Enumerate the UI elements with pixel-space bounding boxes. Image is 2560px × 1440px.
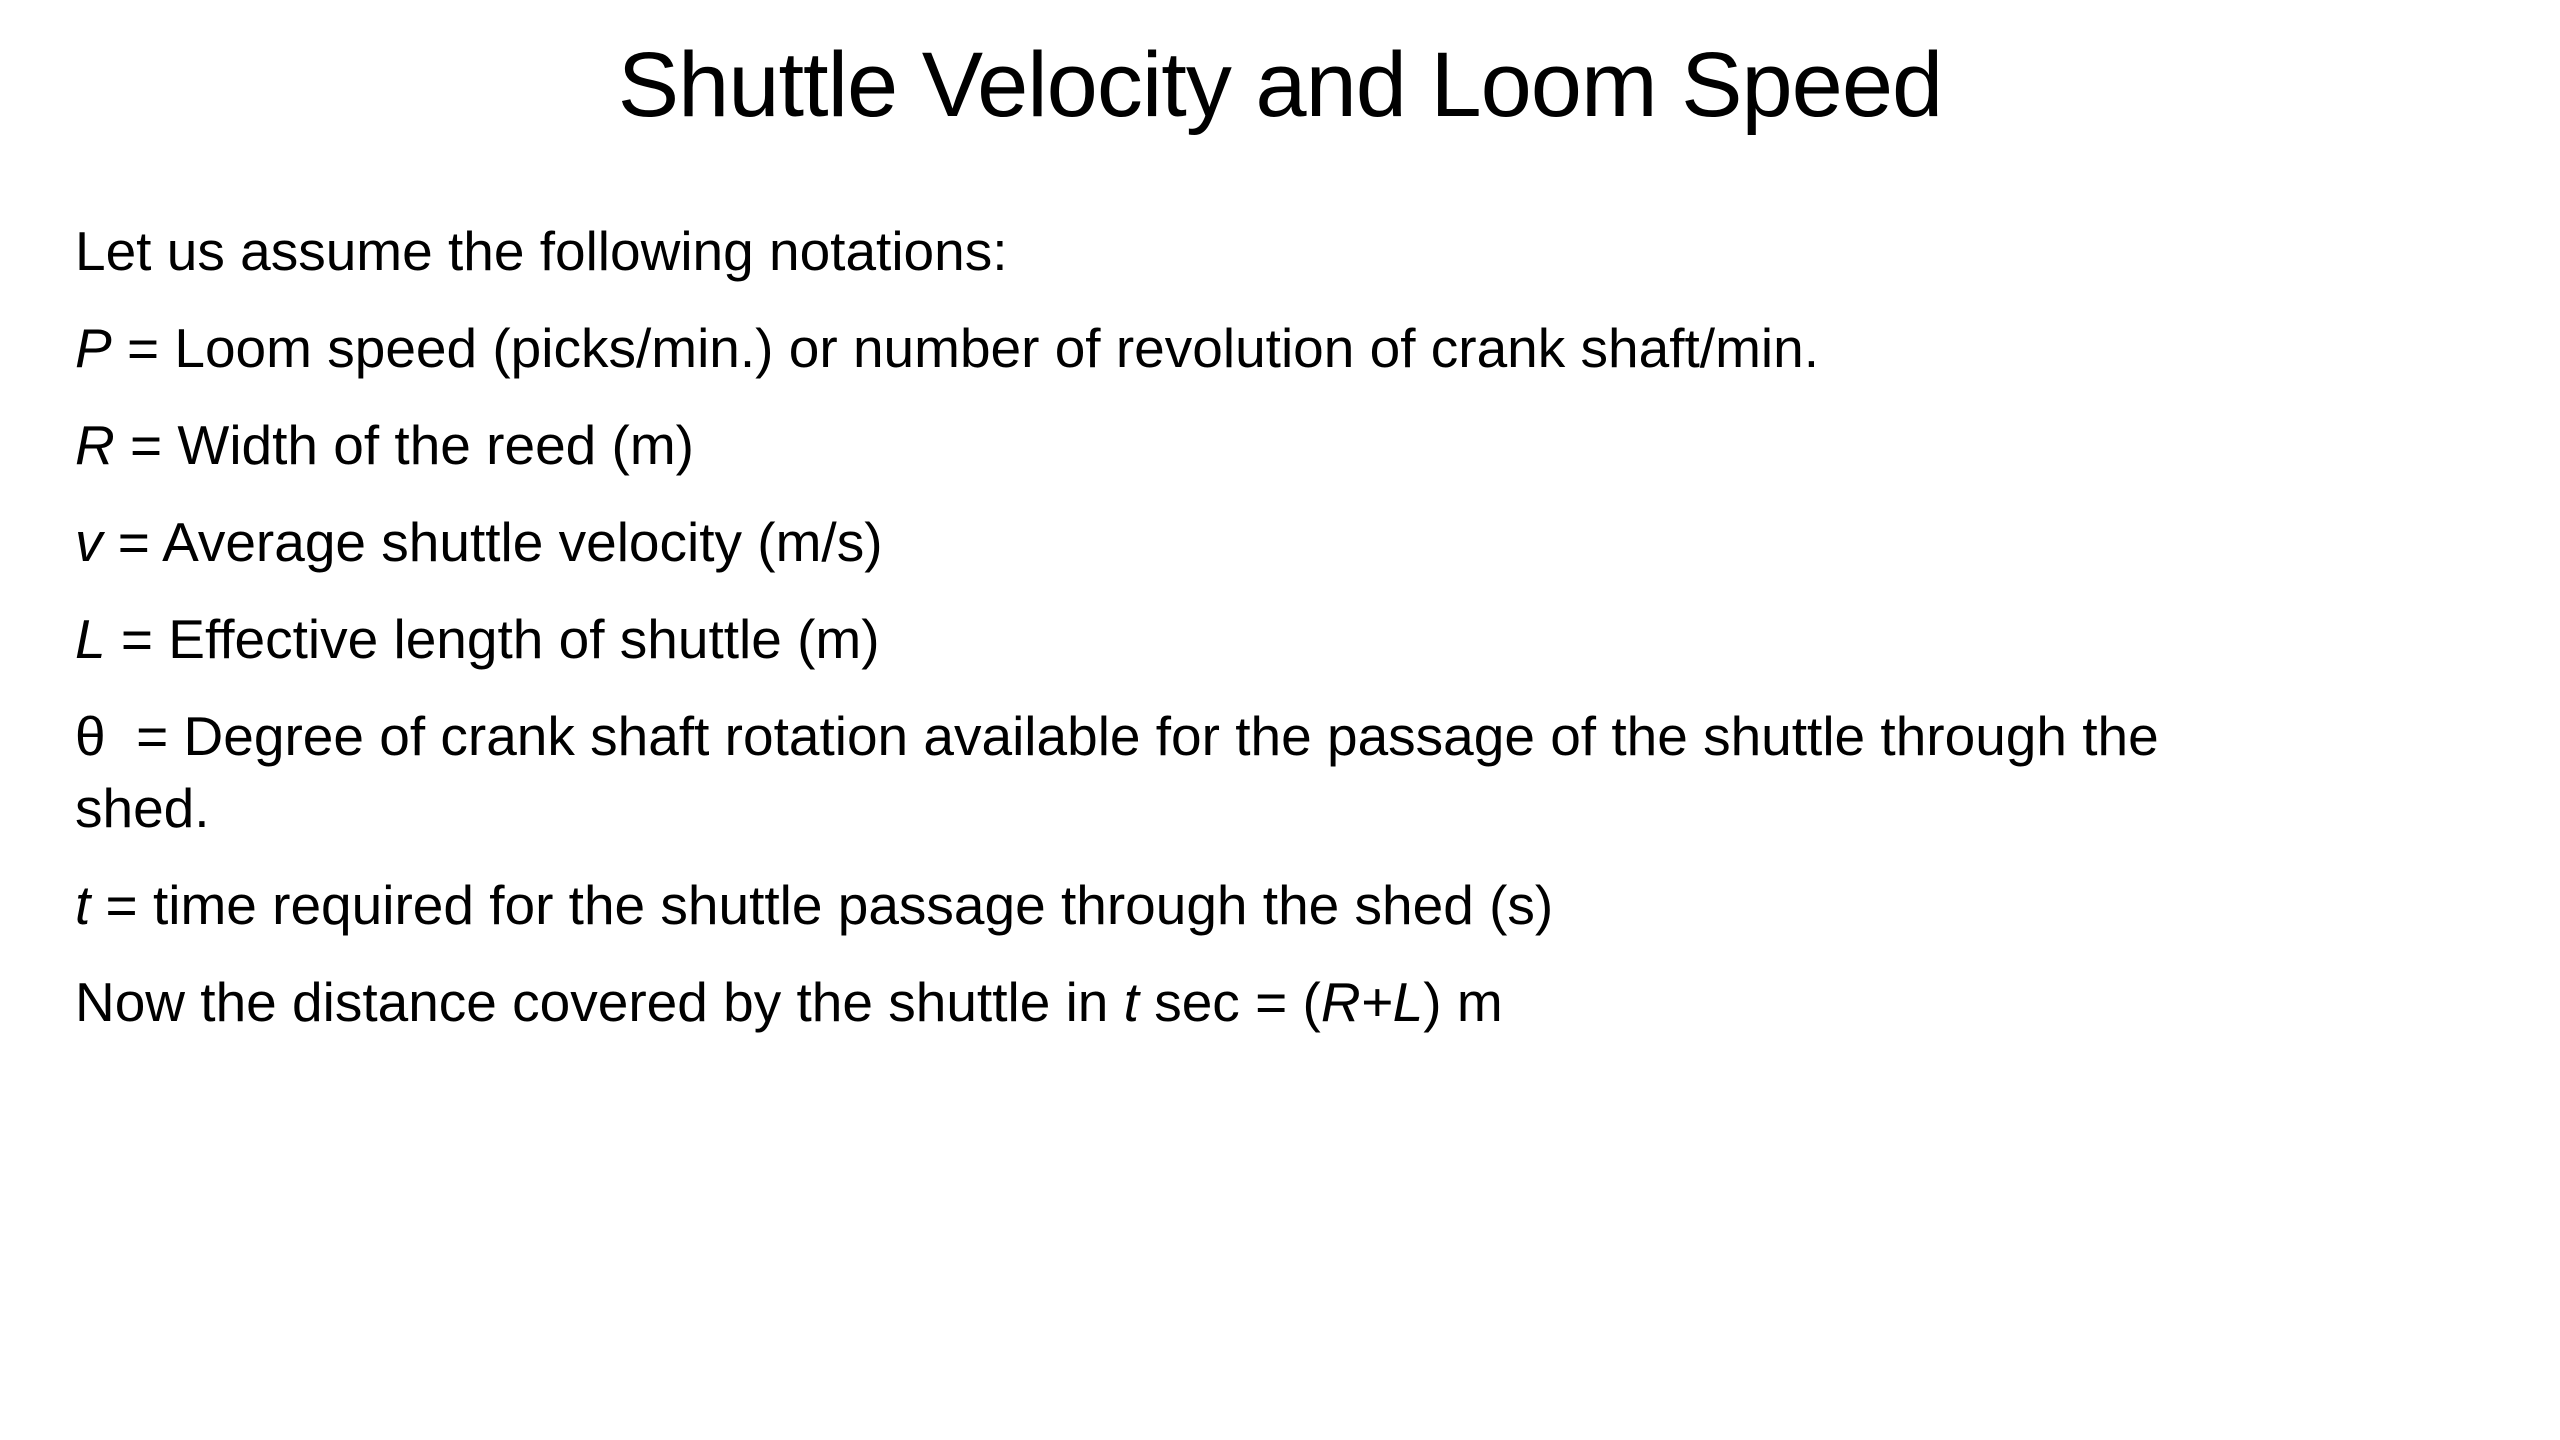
symbol-t: t — [75, 874, 91, 936]
symbol-l: L — [75, 608, 106, 670]
definition-theta — [75, 700, 2275, 844]
distance-text-1: Now the distance covered by the shuttle in — [75, 971, 1124, 1033]
definition-r-text: = Width of the reed (m) — [114, 414, 694, 476]
plus-sign: + — [1360, 971, 1393, 1033]
distance-text-2: sec = ( — [1138, 971, 1321, 1033]
slide-title: Shuttle Velocity and Loom Speed — [617, 34, 1943, 136]
distance-text-3: ) m — [1423, 971, 1503, 1033]
definition-v-text: = Average shuttle velocity (m/s) — [102, 511, 883, 573]
definition-theta-text: = Degree of crank shaft rotation available for the passage of the shuttle through the shed. — [75, 705, 2174, 839]
definition-l-text: = Effective length of shuttle (m) — [105, 608, 880, 670]
symbol-r-inline: R — [1320, 971, 1361, 1033]
definition-r — [75, 409, 2275, 481]
symbol-p: P — [75, 317, 112, 379]
symbol-l-inline: L — [1392, 971, 1424, 1033]
definition-t — [75, 869, 2275, 941]
definition-t-text: = time required for the shuttle passage through the shed (s) — [90, 874, 1554, 936]
symbol-v: v — [75, 511, 103, 573]
distance-statement — [75, 966, 2275, 1038]
symbol-r: R — [75, 414, 115, 476]
definition-v — [75, 506, 2275, 578]
symbol-theta: θ — [75, 705, 106, 767]
symbol-t-inline: t — [1123, 971, 1139, 1033]
definition-p-text: = Loom speed (picks/min.) or number of revolution of crank shaft/min. — [111, 317, 1819, 379]
slide-body — [75, 215, 2275, 1063]
definition-l — [75, 603, 2275, 675]
definition-p — [75, 312, 2275, 384]
intro-text: Let us assume the following notations: — [75, 220, 1008, 282]
